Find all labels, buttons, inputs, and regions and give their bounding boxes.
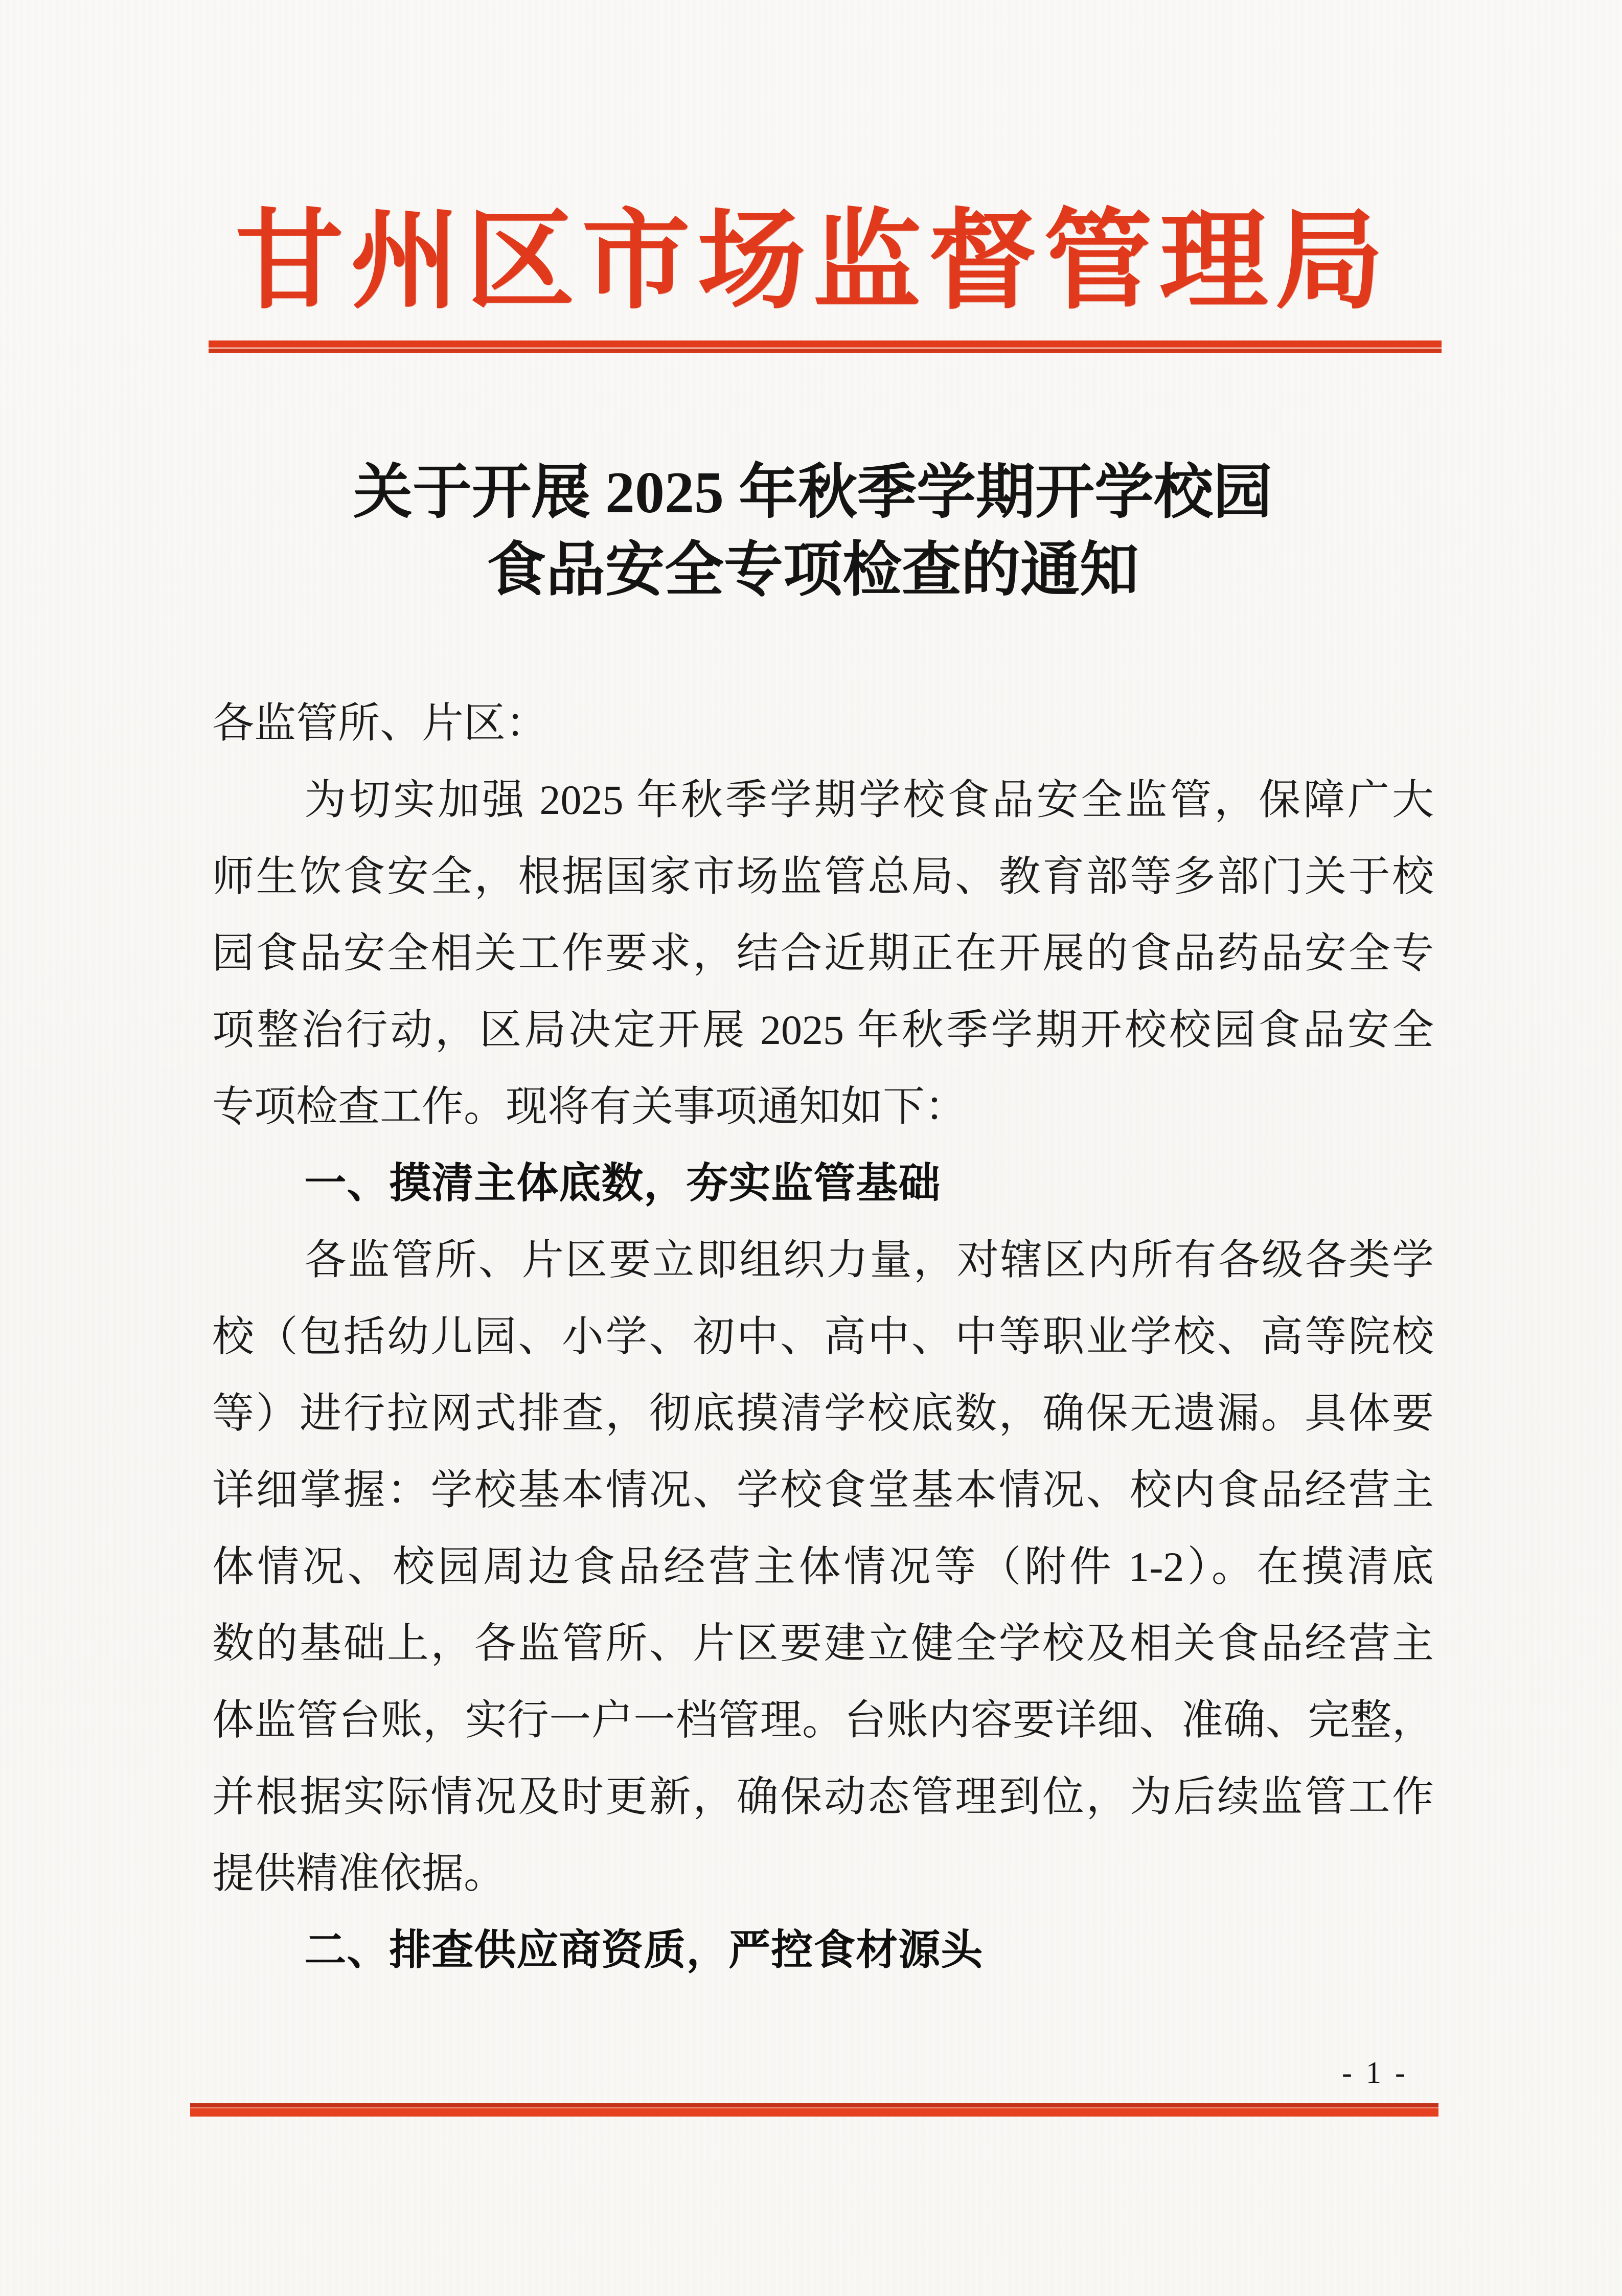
document-body: [212, 685, 1434, 1989]
salutation-line: 各监管所、片区：: [212, 700, 548, 746]
body-line: 为切实加强 2025 年秋季学期学校食品安全监管，保障广大: [304, 777, 1434, 823]
footer-divider-line: [190, 2103, 1438, 2117]
body-line: 体监管台账，实行一户一档管理。台账内容要详细、准确、完整，: [212, 1697, 1434, 1743]
body-line: 详细掌握：学校基本情况、学校食堂基本情况、校内食品经营主: [212, 1467, 1434, 1513]
body-line: 项整治行动，区局决定开展 2025 年秋季学期开校校园食品安全: [212, 1007, 1434, 1053]
page-number: - 1 -: [1342, 2056, 1408, 2089]
section-heading-2: 二、排查供应商资质，严控食材源头: [304, 1927, 984, 1973]
section-heading-1: 一、摸清主体底数，夯实监管基础: [304, 1160, 941, 1207]
body-line: 体情况、校园周边食品经营主体情况等（附件 1-2）。在摸清底: [212, 1543, 1434, 1590]
body-line: 校（包括幼儿园、小学、初中、高中、中等职业学校、高等院校: [212, 1313, 1434, 1360]
masthead-divider-line: [209, 340, 1442, 353]
document-title-line-2: 食品安全专项检查的通知: [487, 538, 1139, 603]
body-line: 并根据实际情况及时更新，确保动态管理到位，为后续监管工作: [212, 1774, 1434, 1820]
agency-masthead: 甘州区市场监督管理局: [235, 201, 1390, 322]
body-line: 园食品安全相关工作要求，结合近期正在开展的食品药品安全专: [212, 930, 1434, 976]
body-line: 师生饮食安全，根据国家市场监管总局、教育部等多部门关于校: [212, 853, 1434, 900]
document-title-line-1: 关于开展 2025 年秋季学期开学校园: [353, 460, 1272, 526]
document-title: [204, 454, 1421, 609]
body-line: 等）进行拉网式排查，彻底摸清学校底数，确保无遗漏。具体要: [212, 1390, 1434, 1437]
body-line: 各监管所、片区要立即组织力量，对辖区内所有各级各类学: [304, 1237, 1434, 1283]
body-line: 提供精准依据。: [212, 1850, 506, 1897]
body-line: 专项检查工作。现将有关事项通知如下：: [212, 1083, 967, 1130]
body-line: 数的基础上，各监管所、片区要建立健全学校及相关食品经营主: [212, 1620, 1434, 1667]
